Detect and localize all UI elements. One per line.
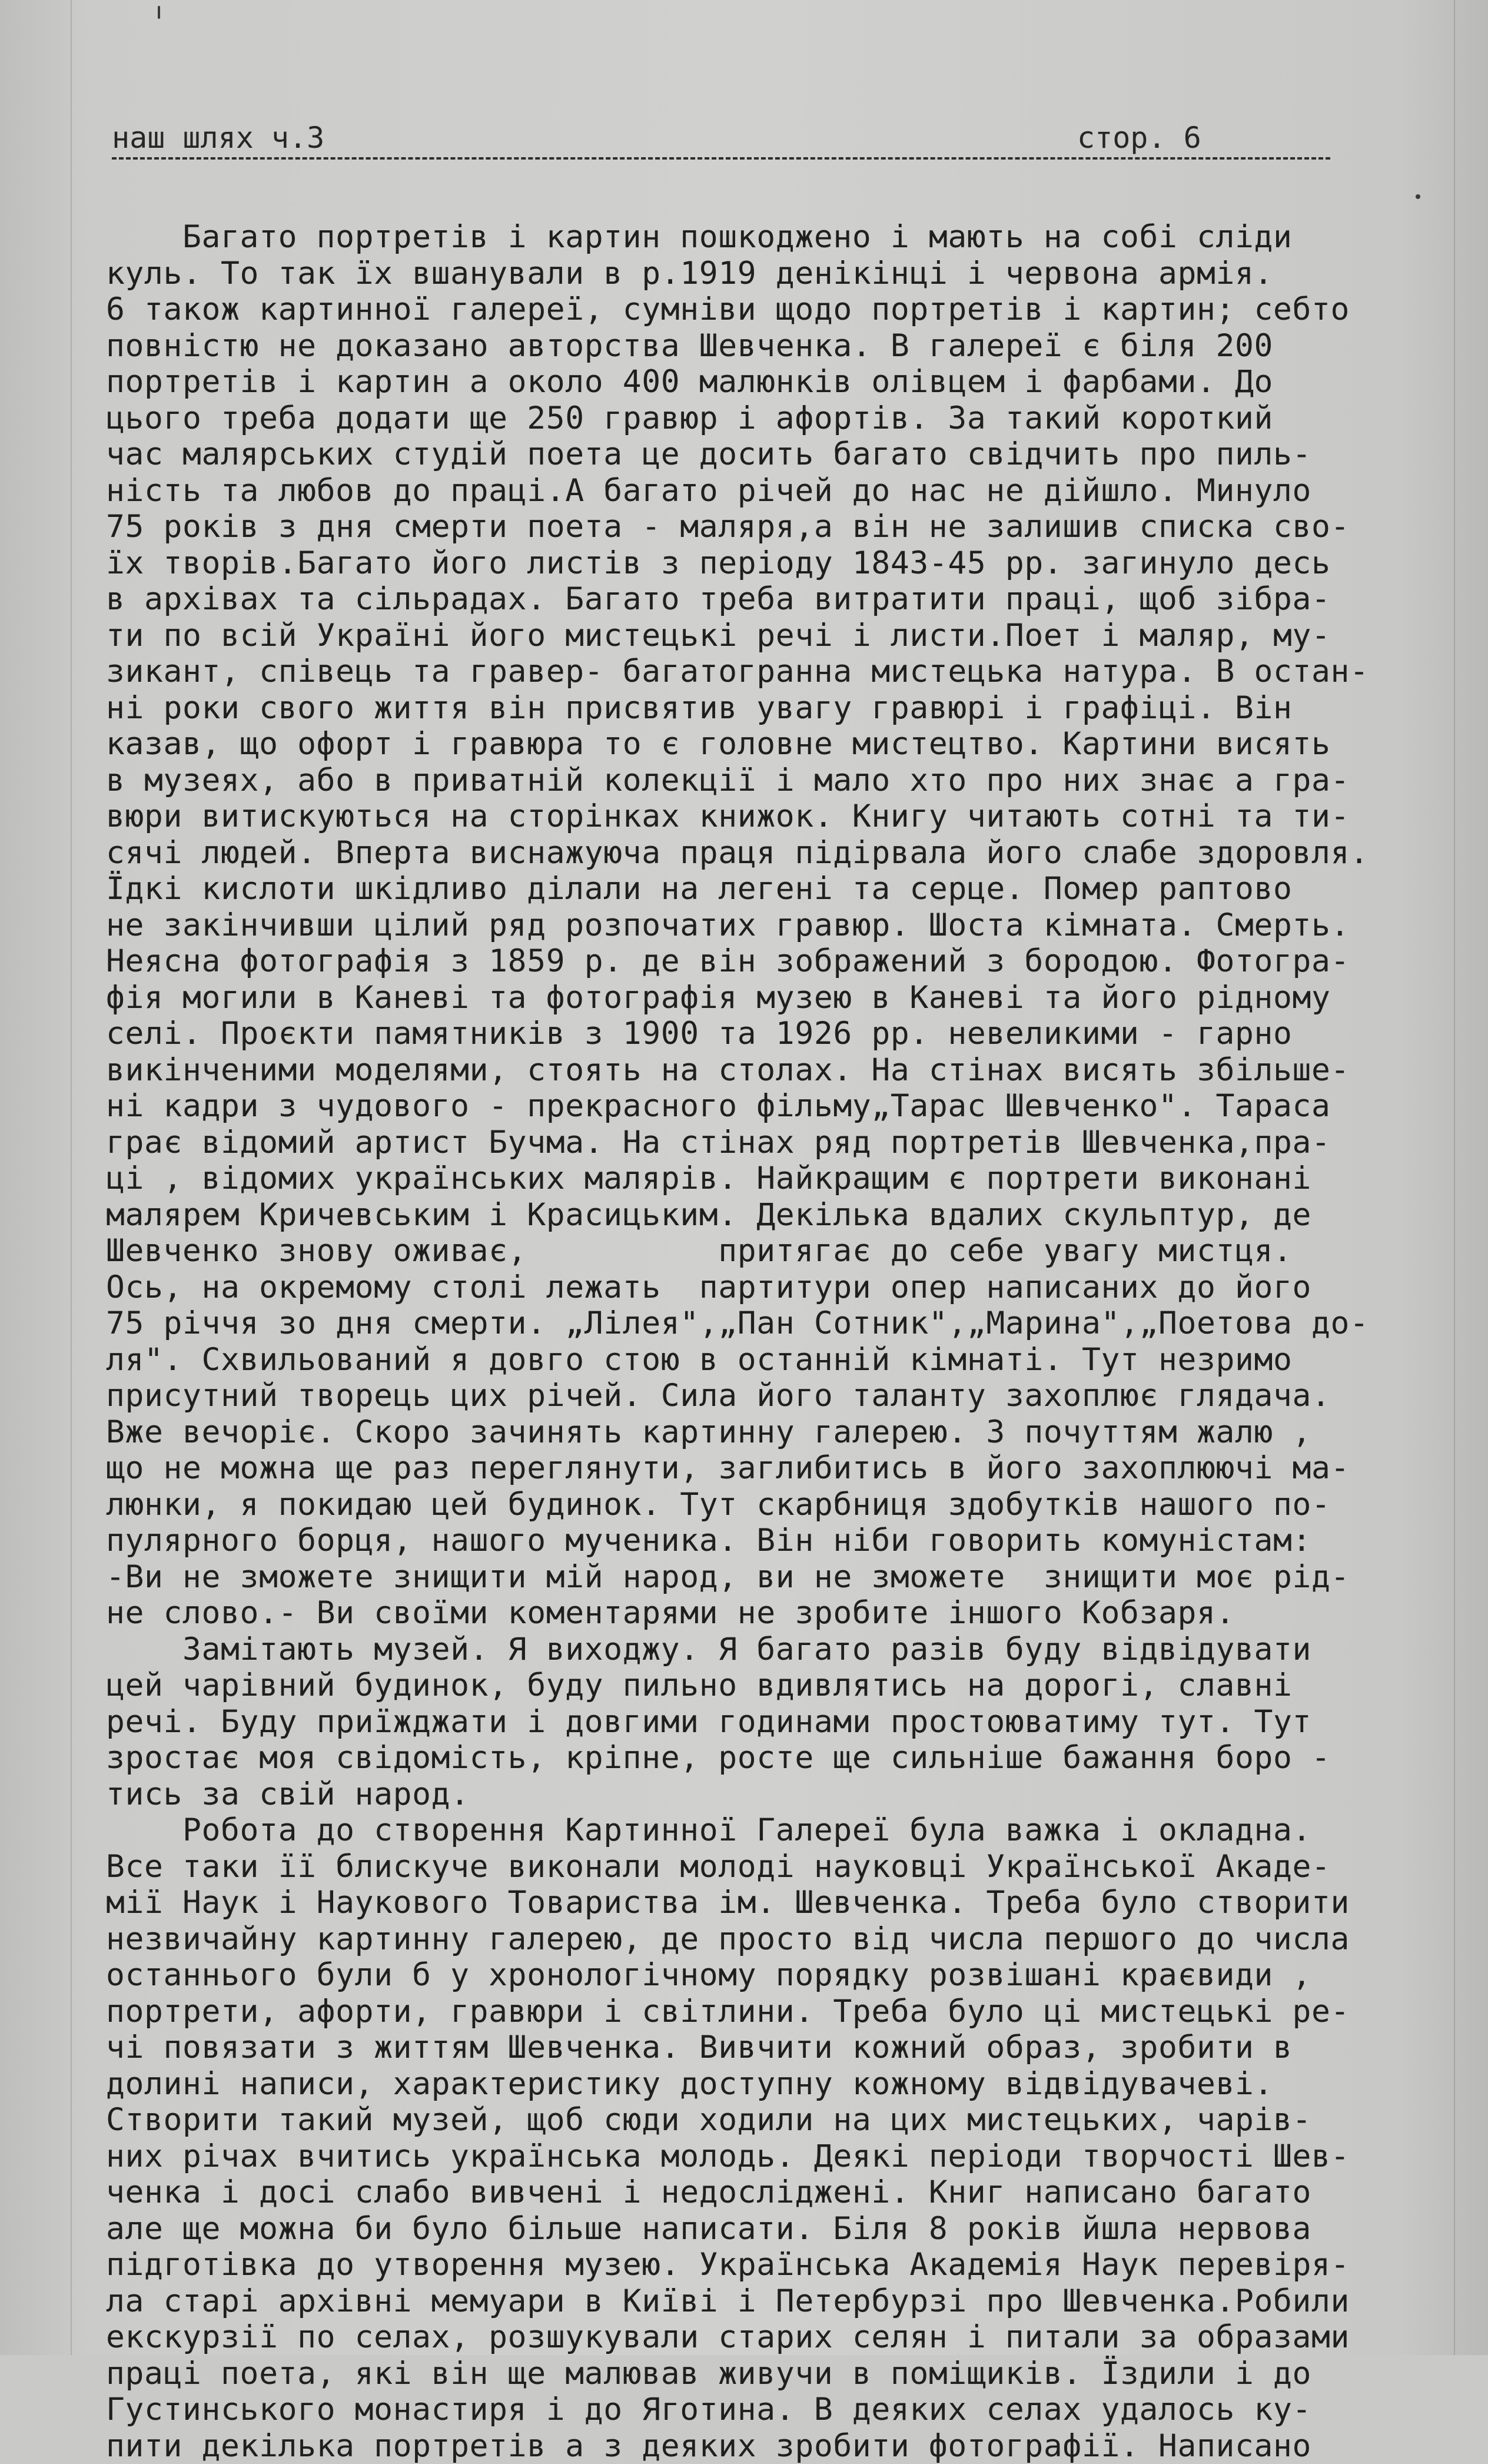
text-line: ні кадри з чудового - прекрасного фільму„Тарас Шевченко". Тараса xyxy=(106,1088,1419,1125)
text-line: Замітають музей. Я виходжу. Я багато разів буду відвідувати xyxy=(106,1631,1419,1668)
text-line: фія могили в Каневі та фотографія музею в Каневі та його рідному xyxy=(106,980,1419,1016)
text-line: ти по всій Україні його мистецькі речі і листи.Поет і маляр, му- xyxy=(106,618,1419,654)
text-line: незвичайну картинну галерею, де просто від числа першого до числа xyxy=(106,1921,1419,1958)
text-line: Вже вечоріє. Скоро зачинять картинну галерею. З почуттям жалю , xyxy=(106,1414,1419,1451)
text-line: тись за свій народ. xyxy=(106,1776,1419,1813)
text-line: них річах вчитись українська молодь. Деякі періоди творчості Шев- xyxy=(106,2138,1419,2175)
text-line: Густинського монастиря і до Яготина. В деяких селах удалось ку- xyxy=(106,2392,1419,2428)
text-line: в музеях, або в приватній колекції і мало хто про них знає а гра- xyxy=(106,762,1419,799)
text-line: 75 років з дня смерти поета - маляря,а він не залишив списка сво- xyxy=(106,509,1419,545)
text-line: ла старі архівні мемуари в Київі і Петербурзі про Шевченка.Робили xyxy=(106,2283,1419,2320)
text-line: ля". Схвильований я довго стою в останній кімнаті. Тут незримо xyxy=(106,1342,1419,1378)
text-line: праці поета, які він ще малював живучи в поміщиків. Їздили і до xyxy=(106,2356,1419,2392)
text-line: ні роки свого життя він присвятив увагу гравюрі і графіці. Він xyxy=(106,690,1419,727)
text-line: Все таки її блискуче виконали молоді науковці Української Акаде- xyxy=(106,1849,1419,1885)
header-underline xyxy=(112,157,1330,160)
text-line: ченка і досі слабо вивчені і недосліджені. Книг написано багато xyxy=(106,2174,1419,2211)
text-line: викінченими моделями, стоять на столах. На стінах висять збільше- xyxy=(106,1052,1419,1089)
text-line: в архівах та сільрадах. Багато треба витратити праці, щоб зібра- xyxy=(106,581,1419,618)
ink-speck xyxy=(1416,194,1420,199)
text-line: підготівка до утворення музею. Українська Академія Наук перевіря- xyxy=(106,2247,1419,2283)
text-line: мії Наук і Наукового Товариства ім. Шевченка. Треба було створити xyxy=(106,1885,1419,1921)
ink-mark xyxy=(158,6,160,19)
text-line: куль. То так їх вшанували в р.1919 денікінці і червона армія. xyxy=(106,256,1419,292)
text-line: їх творів.Багато його листів з періоду 1843-45 рр. загинуло десь xyxy=(106,545,1419,582)
text-line: чі повязати з життям Шевченка. Вивчити кожний образ, зробити в xyxy=(106,2029,1419,2066)
publication-title: наш шлях ч.3 xyxy=(112,121,324,155)
text-line: ність та любов до праці.А багато річей до нас не дійшло. Минуло xyxy=(106,473,1419,509)
text-line: останнього були б у хронологічному порядку розвішані краєвиди , xyxy=(106,1957,1419,1994)
text-line: час малярських студій поета це досить багато свідчить про пиль- xyxy=(106,436,1419,473)
paper-fold-line xyxy=(71,0,72,2355)
text-line: селі. Проєкти памятників з 1900 та 1926 рр. невеликими - гарно xyxy=(106,1016,1419,1052)
text-line: грає відомий артист Бучма. На стінах ряд портретів Шевченка,пра- xyxy=(106,1125,1419,1161)
text-line: сячі людей. Вперта виснажуюча праця підірвала його слабе здоровля. xyxy=(106,835,1419,871)
text-line: 6 також картинної галереї, сумніви щодо портретів і картин; себто xyxy=(106,291,1419,328)
text-line: цього треба додати ще 250 гравюр і афортів. За такий короткий xyxy=(106,400,1419,437)
text-line: зростає моя свідомість, кріпне, росте ще сильніше бажання боро - xyxy=(106,1740,1419,1776)
text-line: але ще можна би було більше написати. Біля 8 років йшла нервова xyxy=(106,2211,1419,2247)
paper-fold-line xyxy=(1454,0,1455,2355)
text-line: речі. Буду приїжджати і довгими годинами простоюватиму тут. Тут xyxy=(106,1704,1419,1740)
text-line: пити декілька портретів а з деяких зробити фотографії. Написано xyxy=(106,2428,1419,2464)
text-line: Багато портретів і картин пошкоджено і мають на собі сліди xyxy=(106,219,1419,256)
text-line: зикант, співець та гравер- багатогранна мистецька натура. В остан- xyxy=(106,654,1419,690)
text-line: не слово.- Ви своїми коментарями не зробите іншого Кобзаря. xyxy=(106,1595,1419,1631)
page-number: стор. 6 xyxy=(1077,121,1201,155)
text-line: Їдкі кислоти шкідливо ділали на легені та серце. Помер раптово xyxy=(106,871,1419,907)
text-line: повністю не доказано авторства Шевченка. В галереї є біля 200 xyxy=(106,328,1419,364)
text-line: люнки, я покидаю цей будинок. Тут скарбниця здобутків нашого по- xyxy=(106,1487,1419,1523)
text-line: вюри витискуються на сторінках книжок. Книгу читають сотні та ти- xyxy=(106,798,1419,835)
text-line: -Ви не зможете знищити мій народ, ви не зможете знищити моє рід- xyxy=(106,1559,1419,1596)
text-line: екскурзії по селах, розшукували старих селян і питали за образами xyxy=(106,2319,1419,2356)
text-line: портрети, афорти, гравюри і світлини. Треба було ці мистецькі ре- xyxy=(106,1994,1419,2030)
text-line: не закінчивши цілий ряд розпочатих гравюр. Шоста кімната. Смерть. xyxy=(106,907,1419,944)
text-line: що не можна ще раз переглянути, заглибитись в його захоплюючі ма- xyxy=(106,1450,1419,1487)
text-line: казав, що офорт і гравюра то є головне мистецтво. Картини висять xyxy=(106,726,1419,762)
text-line: портретів і картин а около 400 малюнків олівцем і фарбами. До xyxy=(106,364,1419,400)
text-line: Ось, на окремому столі лежать партитури опер написаних до його xyxy=(106,1269,1419,1306)
text-line: малярем Кричевським і Красицьким. Декілька вдалих скульптур, де xyxy=(106,1197,1419,1233)
text-line: Створити такий музей, щоб сюди ходили на цих мистецьких, чарів- xyxy=(106,2102,1419,2138)
text-line: долині написи, характеристику доступну кожному відвідувачеві. xyxy=(106,2066,1419,2102)
text-line: пулярного борця, нашого мученика. Він ніби говорить комуністам: xyxy=(106,1523,1419,1559)
text-line: цей чарівний будинок, буду пильно вдивлятись на дорогі, славні xyxy=(106,1667,1419,1704)
text-line: Робота до створення Картинної Галереї була важка і окладна. xyxy=(106,1812,1419,1849)
text-line: Шевченко знову оживає, притягає до себе увагу мистця. xyxy=(106,1233,1419,1269)
page-header xyxy=(112,121,1330,162)
text-line: 75 річчя зо дня смерти. „Лілея",„Пан Сотник",„Марина",„Поетова до- xyxy=(106,1305,1419,1342)
text-line: ці , відомих українських малярів. Найкращим є портрети виконані xyxy=(106,1160,1419,1197)
text-line: присутний творець цих річей. Сила його таланту захоплює глядача. xyxy=(106,1378,1419,1414)
body-text xyxy=(106,219,1419,2464)
text-line: Неясна фотографія з 1859 р. де він зображений з бородою. Фотогра- xyxy=(106,943,1419,980)
